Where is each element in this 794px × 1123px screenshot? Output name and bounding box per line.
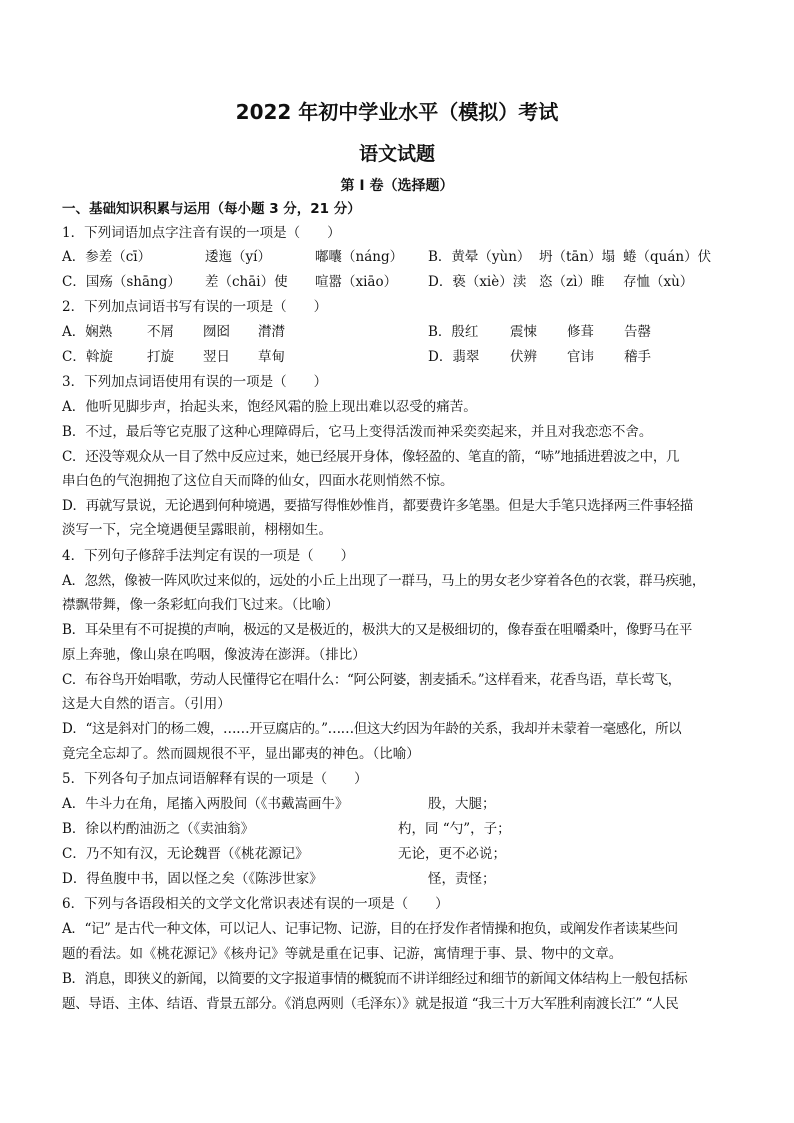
exam-title: 2022 年初中学业水平（模拟）考试 [235, 100, 559, 124]
q5-option-a-explanation: 股，大腿； [428, 796, 496, 812]
q1-option-d: D．亵（xiè）渎 [428, 274, 527, 290]
q5-option-b-explanation: 杓，同 “勺”，子； [398, 821, 511, 837]
q5-option-a: A．牛斗力在角，尾搐入两股间（《书戴嵩画牛》 [62, 796, 349, 812]
q6-option-b-line1: B．消息，即狭义的新闻，以简要的文字报道事情的概貌而不讲详细经过和细节的新闻文体结构上一般包括标 [62, 971, 688, 987]
q2-option-a-word4: 潸潸 [258, 324, 285, 340]
volume-title: 第 I 卷（选择题） [340, 178, 454, 194]
q5-option-c: C．乃不知有汉，无论魏晋（《桃花源记》 [62, 846, 309, 862]
q1-option-c-word2: 差（chāi）使 [205, 274, 288, 290]
q4-option-c-line2: 这是大自然的语言。（引用） [62, 696, 231, 712]
q2-option-d: D．翡翠 [428, 349, 480, 365]
q4-option-a-line2: 襟飘带舞，像一条彩虹向我们飞过来。（比喻） [62, 597, 339, 613]
q2-option-a: A．娴熟 [62, 324, 113, 340]
q2-option-b-word3: 修葺 [567, 324, 594, 340]
section-heading: 一、基础知识积累与运用（每小题 3 分，21 分） [62, 201, 361, 217]
q4-option-a-line1: A．忽然，像被一阵风吹过来似的，远处的小丘上出现了一群马，马上的男女老少穿着各色的衣裳，群马疾驰， [62, 573, 706, 589]
subject-title: 语文试题 [358, 143, 435, 165]
q1-option-a-word3: 嘟囔（náng） [315, 249, 404, 265]
q2-option-d-word3: 官讳 [567, 349, 594, 365]
q4-option-c-line1: C．布谷鸟开始唱歌，劳动人民懂得它在唱什么：“阿公阿婆，割麦插禾。”这样看来，花香鸟语，草长莺飞， [62, 672, 681, 688]
q1-option-b: B．黄晕（yùn） [428, 249, 531, 265]
q3-option-c-line2: 串白色的气泡拥抱了这位自天而降的仙女，四面水花则悄然不惊。 [62, 473, 454, 489]
q6-option-a-line2: 题的看法。如《桃花源记》《核舟记》等就是重在记事、记游，寓情理于事、景、物中的文章。 [62, 946, 623, 962]
q2-option-b-word2: 震悚 [510, 324, 537, 340]
q2-option-a-word3: 囫囵 [203, 324, 230, 340]
q1-stem: 1．下列词语加点字注音有误的一项是（ ） [62, 225, 341, 241]
q4-option-d-line2: 竟完全忘却了。然而圆规很不平，显出鄙夷的神色。（比喻） [62, 746, 420, 762]
q2-option-c: C．斡旋 [62, 349, 113, 365]
q4-option-b-line1: B．耳朵里有不可捉摸的声响，极远的又是极近的，极洪大的又是极细切的，像春蚕在咀嚼桑叶，像野马在平 [62, 622, 693, 638]
q6-option-b-line2: 题、导语、主体、结语、背景五部分。《消息两则（毛泽东）》就是报道 “我三十万大军胜利南渡长江” “人民 [62, 996, 679, 1012]
q5-option-c-explanation: 无论，更不必说； [398, 846, 506, 862]
q3-option-a: A．他听见脚步声，抬起头来，饱经风霜的脸上现出难以忍受的痛苦。 [62, 399, 477, 415]
q4-option-d-line1: D．“这是斜对门的杨二嫂，……开豆腐店的。”……但这大约因为年龄的关系，我却并未蒙着一毫感化，所以 [62, 721, 682, 737]
q2-option-b-word4: 告罄 [624, 324, 651, 340]
q1-option-a-word2: 逶迤（yí） [205, 249, 271, 265]
q2-option-a-word2: 不屑 [147, 324, 174, 340]
q3-option-b: B．不过，最后等它克服了这种心理障碍后，它马上变得活泼而神采奕奕起来，并且对我恋恋不舍。 [62, 424, 653, 440]
q1-option-c-word3: 喧嚣（xiāo） [315, 274, 398, 290]
q1-option-d-word2: 恣（zì）睢 [539, 274, 605, 290]
q3-stem: 3．下列加点词语使用有误的一项是（ ） [62, 374, 328, 390]
q6-stem: 6．下列与各语段相关的文学文化常识表述有误的一项是（ ） [62, 896, 449, 912]
q2-option-c-word3: 翌日 [203, 349, 230, 365]
q1-option-b-word3: 蜷（quán）伏 [623, 249, 712, 265]
q3-option-c-line1: C．还没等观众从一目了然中反应过来，她已经展开身体，像轻盈的、笔直的箭，“哧”地插进碧波之中，几 [62, 449, 680, 465]
q1-option-b-word2: 坍（tān）塌 [539, 249, 616, 265]
q5-option-d-explanation: 怪，责怪； [428, 871, 496, 887]
q5-stem: 5．下列各句子加点词语解释有误的一项是（ ） [62, 771, 368, 787]
q2-option-d-word4: 稽手 [624, 349, 651, 365]
q3-option-d-line2: 淡写一下，完全境遇便呈露眼前，栩栩如生。 [62, 522, 332, 538]
q4-stem: 4．下列句子修辞手法判定有误的一项是（ ） [62, 548, 355, 564]
q1-option-a: A．参差（cī） [62, 249, 152, 265]
q1-option-c: C．国殇（shāng） [62, 274, 181, 290]
q2-stem: 2．下列加点词语书写有误的一项是（ ） [62, 299, 328, 315]
q2-option-d-word2: 伏辨 [510, 349, 537, 365]
q6-option-a-line1: A．“记” 是古代一种文体，可以记人、记事记物、记游，目的在抒发作者情操和抱负，或阐发作者读某些问 [62, 921, 678, 937]
q5-option-d: D．得鱼腹中书，固以怪之矣（《陈涉世家》 [62, 871, 323, 887]
q2-option-c-word4: 草甸 [258, 349, 285, 365]
q5-option-b: B．徐以杓酌油沥之（《卖油翁》 [62, 821, 255, 837]
q2-option-b: B．殷红 [428, 324, 479, 340]
q4-option-b-line2: 原上奔驰，像山泉在呜咽，像波涛在澎湃。（排比） [62, 647, 366, 663]
q3-option-d-line1: D．再就写景说，无论遇到何种境遇，要描写得惟妙惟肖，都要费许多笔墨。但是大手笔只选择两三件事轻描 [62, 498, 693, 514]
q2-option-c-word2: 打旋 [147, 349, 174, 365]
q1-option-d-word3: 存恤（xù） [623, 274, 694, 290]
